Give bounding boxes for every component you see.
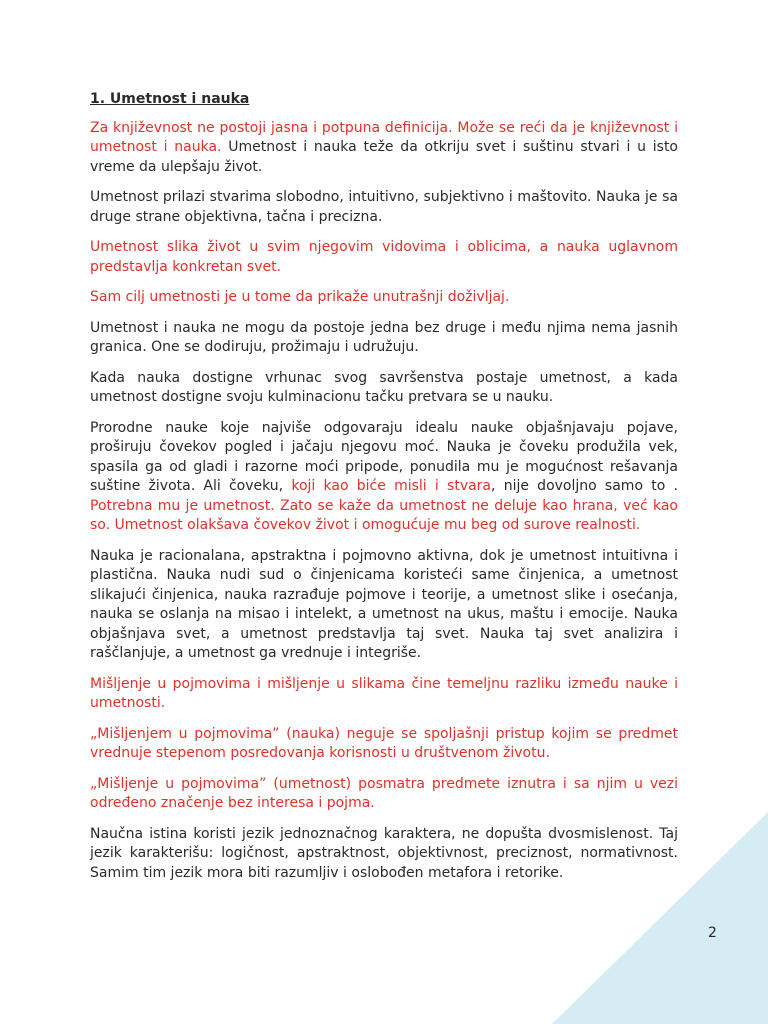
body-text: Nauka je racionalana, apstraktna i pojmovno aktivna, dok je umetnost intuitivna i plastična. Nauka nudi sud o činjenicama koristeći same činjenica, a umetnost slikajući činjenica, nauka razrađuje pojmove i teorije, a umetnost slike i osećanja, nauka se oslanja na misao i intelekt, a umetnost na ukus, maštu i emocije. Nauka objašnjava svet, a umetnost predstavlja taj svet. Nauka taj svet analizira i raščlanjuje, a umetnost ga vrednuje i integriše. bbox=[90, 547, 678, 661]
body-text: Umetnost prilazi stvarima slobodno, intuitivno, subjektivno i maštovito. Nauka je sa druge strane objektivna, tačna i precizna. bbox=[90, 189, 678, 225]
document-body bbox=[90, 90, 678, 894]
emphasized-text: koji kao biće misli i stvara bbox=[291, 478, 492, 494]
emphasized-text: Sam cilj umetnosti je u tome da prikaže unutrašnji doživljaj. bbox=[90, 289, 510, 305]
paragraph bbox=[90, 775, 678, 814]
paragraph bbox=[90, 419, 678, 536]
emphasized-text: Mišljenje u pojmovima i mišljenje u slikama čine temeljnu razliku između nauke i umetnosti. bbox=[90, 675, 678, 711]
paragraph bbox=[90, 288, 678, 308]
paragraph bbox=[90, 319, 678, 358]
paragraph bbox=[90, 119, 678, 178]
paragraph bbox=[90, 238, 678, 277]
emphasized-text: Umetnost slika život u svim njegovim vidovima i oblicima, a nauka uglavnom predstavlja konkretan svet. bbox=[90, 239, 678, 275]
paragraph-list bbox=[90, 119, 678, 884]
section-heading: 1. Umetnost i nauka bbox=[90, 91, 250, 107]
body-text: Umetnost i nauka ne mogu da postoje jedna bez druge i među njima nema jasnih granica. One se dodiruju, prožimaju i udružuju. bbox=[90, 319, 678, 355]
paragraph bbox=[90, 725, 678, 764]
body-text: Kada nauka dostigne vrhunac svog savršenstva postaje umetnost, a kada umetnost dostigne svoju kulminacionu tačku pretvara se u nauku. bbox=[90, 369, 678, 405]
paragraph bbox=[90, 825, 678, 884]
emphasized-text: „Mišljenje u pojmovima” (umetnost) posmatra predmete iznutra i sa njim u vezi određeno značenje bez interesa i pojma. bbox=[90, 775, 678, 811]
page-number: 2 bbox=[708, 925, 717, 941]
body-text: Prorodne nauke koje najviše odgovaraju idealu nauke objašnjavaju pojave, proširuju čovekov pogled i jačaju njegovu moć. Nauka je čoveku produžila vek, spasila ga od gladi i razorne moći pripode, ponudila mu je mogućnost rešavanja suštine života. Ali čoveku, bbox=[90, 419, 678, 494]
body-text: , nije dovoljno samo to . bbox=[491, 478, 678, 494]
body-text: Naučna istina koristi jezik jednoznačnog karaktera, ne dopušta dvosmislenost. Taj jezik karakterišu: logičnost, apstraktnost, objektivnost, preciznost, normativnost. Samim tim jezik mora biti razumljiv i oslobođen metafora i retorike. bbox=[90, 825, 678, 881]
emphasized-text: Za književnost ne postoji jasna i potpuna definicija. Može se reći da je književnost i umetnost i nauka. bbox=[90, 119, 678, 155]
paragraph bbox=[90, 675, 678, 714]
emphasized-text: Potrebna mu je umetnost. Zato se kaže da umetnost ne deluje kao hrana, već kao so. Umetnost olakšava čovekov život i omogućuje mu beg od surove realnosti. bbox=[90, 497, 678, 533]
emphasized-text: „Mišljenjem u pojmovima” (nauka) neguje se spoljašnji pristup kojim se predmet vrednuje stepenom posredovanja korisnosti u društvenom životu. bbox=[90, 725, 678, 761]
paragraph bbox=[90, 188, 678, 227]
body-text: Umetnost i nauka teže da otkriju svet i suštinu stvari i u isto vreme da ulepšaju život. bbox=[90, 139, 678, 175]
paragraph bbox=[90, 547, 678, 664]
paragraph bbox=[90, 369, 678, 408]
